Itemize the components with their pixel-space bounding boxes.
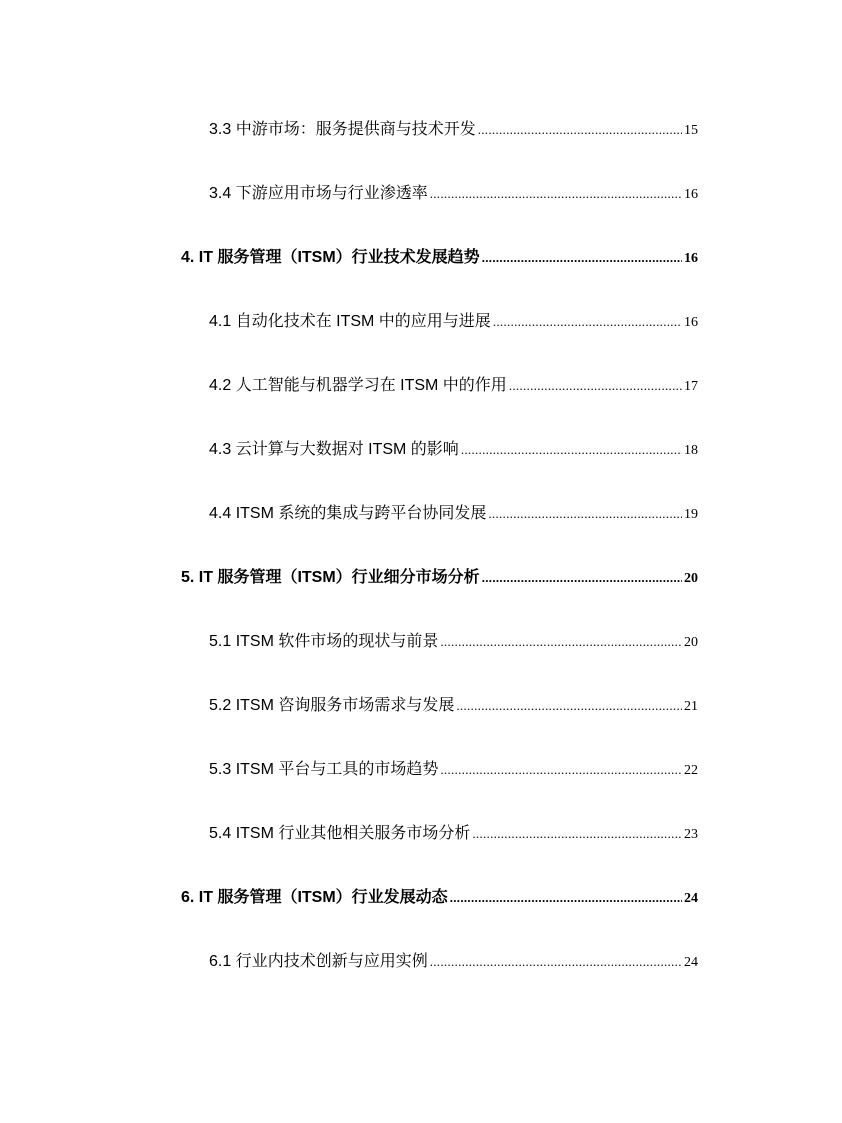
toc-entry-4-2[interactable] [209,374,698,398]
toc-dot-leader [488,502,682,526]
toc-page-number: 16 [684,315,698,330]
toc-entry-4-3[interactable] [209,438,698,462]
toc-entry-5-3[interactable] [209,758,698,782]
toc-entry-3-4[interactable] [209,182,698,206]
toc-dot-leader [509,374,682,398]
toc-entry-title: 5.2 ITSM 咨询服务市场需求与发展 [209,697,455,714]
toc-entry-3-3[interactable] [209,118,698,142]
toc-entry-title: 3.4 下游应用市场与行业渗透率 [209,185,428,202]
toc-page-number: 24 [684,955,698,970]
toc-dot-leader [482,566,682,590]
toc-dot-leader [440,630,682,654]
toc-entry-title: 5.3 ITSM 平台与工具的市场趋势 [209,761,439,778]
toc-dot-leader [472,822,682,846]
toc-dot-leader [493,310,682,334]
toc-page-number: 18 [684,443,698,458]
toc-chapter-5[interactable] [181,566,698,590]
toc-dot-leader [430,950,682,974]
toc-chapter-title: 6. IT 服务管理（ITSM）行业发展动态 [181,889,448,906]
toc-entry-4-4[interactable] [209,502,698,526]
toc-entry-title: 3.3 中游市场：服务提供商与技术开发 [209,121,476,138]
toc-page-number: 17 [684,379,698,394]
toc-entry-5-4[interactable] [209,822,698,846]
toc-page-number: 22 [684,763,698,778]
toc-entry-6-1[interactable] [209,950,698,974]
toc-entry-title: 4.1 自动化技术在 ITSM 中的应用与进展 [209,313,491,330]
toc-entry-5-1[interactable] [209,630,698,654]
toc-entry-5-2[interactable] [209,694,698,718]
toc-page-number: 23 [684,827,698,842]
toc-chapter-4[interactable] [181,246,698,270]
toc-entry-title: 5.1 ITSM 软件市场的现状与前景 [209,633,439,650]
toc-chapter-title: 5. IT 服务管理（ITSM）行业细分市场分析 [181,569,480,586]
toc-page-number: 20 [684,571,698,586]
toc-dot-leader [478,118,682,142]
toc-page-number: 16 [684,187,698,202]
toc-entry-title: 5.4 ITSM 行业其他相关服务市场分析 [209,825,471,842]
toc-page-number: 20 [684,635,698,650]
toc-entry-title: 4.4 ITSM 系统的集成与跨平台协同发展 [209,505,487,522]
toc-entry-4-1[interactable] [209,310,698,334]
toc-page-number: 21 [684,699,698,714]
toc-entry-title: 6.1 行业内技术创新与应用实例 [209,953,428,970]
toc-dot-leader [482,246,682,270]
toc-dot-leader [461,438,682,462]
toc-page-number: 24 [684,891,698,906]
toc-entry-title: 4.3 云计算与大数据对 ITSM 的影响 [209,441,459,458]
toc-dot-leader [430,182,682,206]
toc-page-number: 15 [684,123,698,138]
toc-dot-leader [450,886,682,910]
toc-entry-title: 4.2 人工智能与机器学习在 ITSM 中的作用 [209,377,507,394]
toc-chapter-title: 4. IT 服务管理（ITSM）行业技术发展趋势 [181,249,480,266]
toc-chapter-6[interactable] [181,886,698,910]
toc-page-number: 19 [684,507,698,522]
toc-page-number: 16 [684,251,698,266]
toc-dot-leader [456,694,682,718]
toc-dot-leader [440,758,682,782]
